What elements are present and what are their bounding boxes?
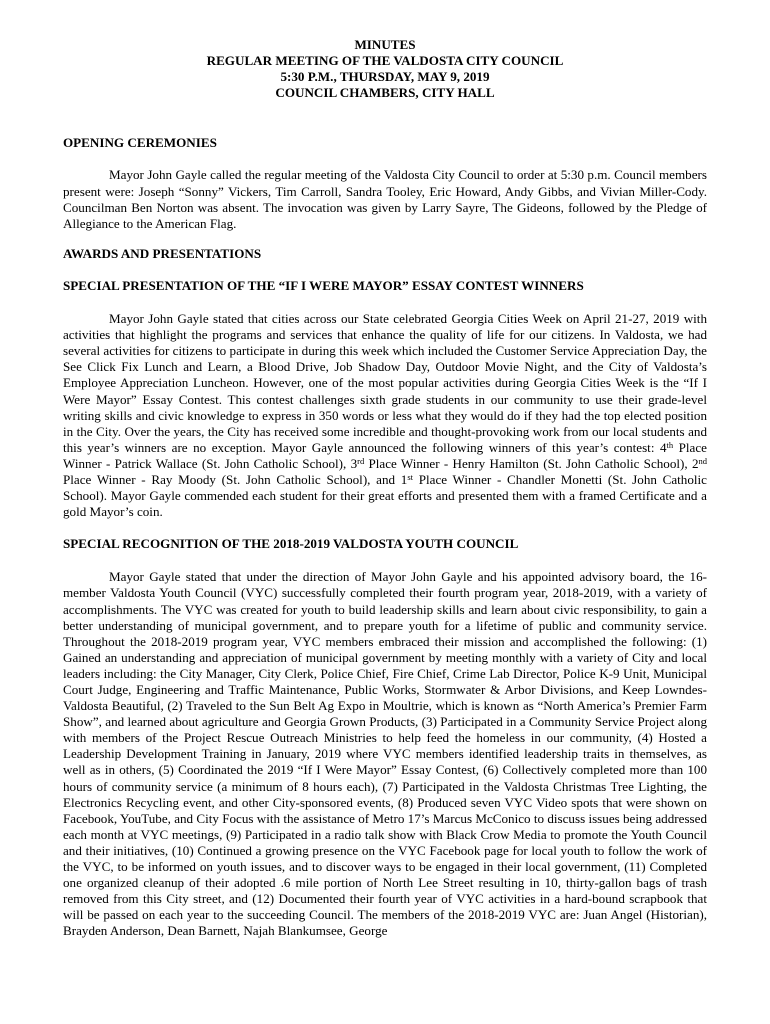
opening-ceremonies-paragraph: Mayor John Gayle called the regular meeting of the Valdosta City Council to order at 5:30 p.m. Council members present were: Joseph “Sonny” Vickers, Tim Carroll, Sandra Tooley, Eric Howard, Andy Gibbs, and Vivian Miller-Cody. Councilman Ben Norton was absent. The invocation was given by Larry Sayre, The Gideons, followed by the Pledge of Allegiance to the American Flag. [63,167,707,231]
essay-text-3: Place Winner - Henry Hamilton (St. John Catholic School), 2 [364,455,699,471]
awards-heading: AWARDS AND PRESENTATIONS [63,245,262,261]
essay-contest-paragraph [63,311,707,520]
meeting-location: COUNCIL CHAMBERS, CITY HALL [275,85,495,101]
ordinal-suffix: nd [698,455,707,466]
opening-ceremonies-heading: OPENING CEREMONIES [63,135,217,151]
meeting-time: 5:30 P.M., THURSDAY, MAY 9, 2019 [280,69,490,85]
essay-contest-heading: SPECIAL PRESENTATION OF THE “IF I WERE MAYOR” ESSAY CONTEST WINNERS [63,277,584,293]
youth-council-paragraph: Mayor Gayle stated that under the direction of Mayor John Gayle and his appointed advisory board, the 16-member Valdosta Youth Council (VYC) successfully completed their fourth program year, 2018-2019, with a variety of accomplishments. The VYC was created for youth to build leadership skills and learn about civic responsibility, to gain a better understanding of municipal government, and to prepare youth for a lifetime of public and community service. Throughout the 2018-2019 program year, VYC members embraced their mission and accomplished the following: (1) Gained an understanding and appreciation of municipal government by meeting monthly with a variety of City and local leaders including: the City Manager, City Clerk, Police Chief, Fire Chief, Crime Lab Director, Police K-9 Unit, Municipal Court Judge, Engineering and Traffic Maintenance, Public Works, Stormwater & Arbor Divisions, and Keep Lowndes-Valdosta Beautiful, (2) Traveled to the Sun Belt Ag Expo in Moultrie, which is known as “North America’s Premier Farm Show”, and learned about agriculture and Georgia Grown Products, (3) Participated in a Community Service Project along with members of the Project Rescue Outreach Ministries to help feed the homeless in our community, (4) Hosted a Leadership Development Training in January, 2019 where VYC members identified leadership traits in themselves, as well as in others, (5) Coordinated the 2019 “If I Were Mayor” Essay Contest, (6) Collectively completed more than 100 hours of community service (a minimum of 8 hours each), (7) Participated in the Valdosta Christmas Tree Lighting, the Electronics Recycling event, and other City-sponsored events, (8) Produced seven VYC Video spots that were shown on Facebook, YouTube, and City Focus with the assistance of Metro 17’s Marcus McConico to discuss issues being addressed each month at VYC meetings, (9) Participated in a radio talk show with Black Crow Media to promote the Youth Council and their initiatives, (10) Continued a growing presence on the VYC Facebook page for local youth to follow the work of the VYC, to be informed on youth issues, and to discover ways to be engaged in their local government, (11) Completed one organized cleanup of their adopted .6 mile portion of North Lee Street resulting in 10, thirty-gallon bags of trash removed from this City street, and (12) Documented their fourth year of VYC activities in a hard-bound scrapbook that will be passed on each year to the succeeding Council. The members of the 2018-2019 VYC are: Juan Angel (Historian), Brayden Anderson, Dean Barnett, Najah Blankumsee, George [63,569,707,939]
ordinal-suffix: rd [357,455,365,466]
essay-text-1: Mayor John Gayle stated that cities across our State celebrated Georgia Cities Week on April 21-27, 2019 with activities that highlight the programs and services that enhance the quality of life for our citizens. In Valdosta, we had several activities for citizens to participate in during this week which included the Customer Service Appreciation Day, the See Click Fix Lunch and Learn, a Blood Drive, Job Shadow Day, Outdoor Movie Night, and the City of Valdosta’s Employee Appreciation Luncheon. However, one of the most popular activities during Georgia Cities Week is the “If I Were Mayor” Essay Contest. This contest challenges sixth grade students in our community to use their grade-level writing skills and civic knowledge to express in 350 words or less what they would do if they had the top elected position in the City. Over the years, the City has received some incredible and thought-provoking work from our local students and this year’s winners are no exception. Mayor Gayle announced the following winners of this year’s contest: 4 [63,311,707,455]
minutes-title: MINUTES [354,37,416,52]
meeting-title: REGULAR MEETING OF THE VALDOSTA CITY COUNCIL [206,53,564,69]
youth-council-heading: SPECIAL RECOGNITION OF THE 2018-2019 VALDOSTA YOUTH COUNCIL [63,536,519,552]
essay-text-5: Place Winner - Chandler Monetti (St. John Catholic School). Mayor Gayle commended each student for their great efforts and presented them with a framed Certificate and a gold Mayor’s coin. [63,471,707,520]
ordinal-suffix: th [666,439,674,450]
ordinal-suffix: st [407,471,413,482]
essay-text-4: Place Winner - Ray Moody (St. John Catholic School), and 1 [63,471,408,487]
essay-text-2: Place Winner - Patrick Wallace (St. John Catholic School), 3 [63,439,707,471]
